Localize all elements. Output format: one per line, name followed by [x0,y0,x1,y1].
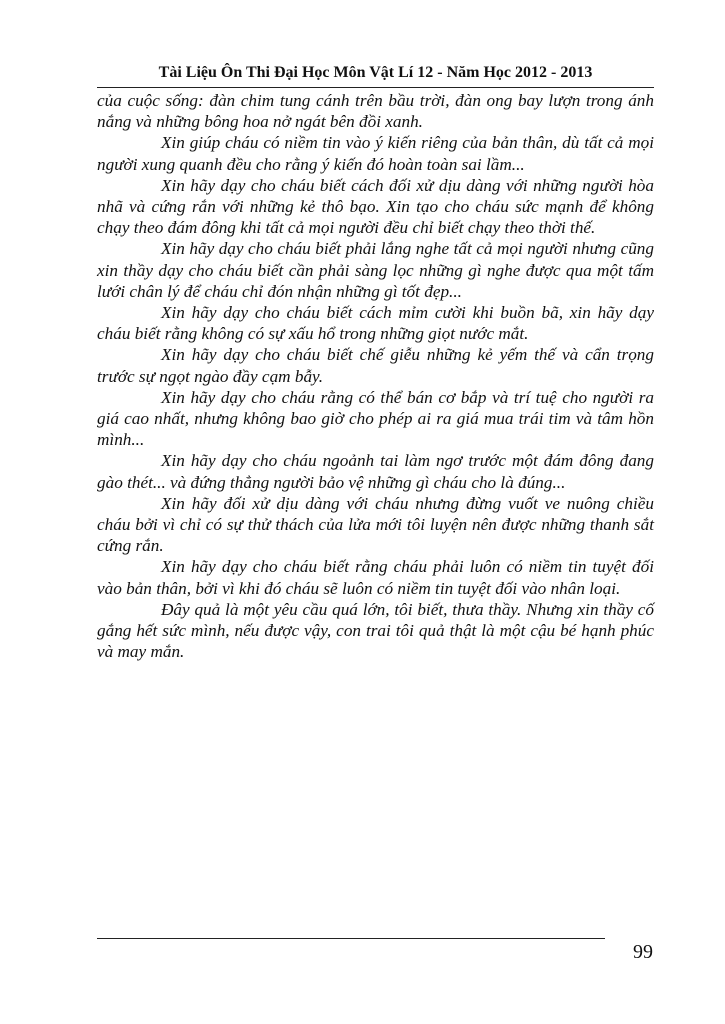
paragraph-1: của cuộc sống: đàn chim tung cánh trên bầu trời, đàn ong bay lượn trong ánh nắng và những bông hoa nở ngát bên đồi xanh. [97,91,654,132]
header-divider [97,87,654,88]
paragraph-8: Xin hãy dạy cho cháu ngoảnh tai làm ngơ trước một đám đông đang gào thét... và đứng thẳng người bảo vệ những gì cháu cho là đúng... [97,451,654,492]
page-header: Tài Liệu Ôn Thi Đại Học Môn Vật Lí 12 - Năm Học 2012 - 2013 [158,64,593,81]
paragraph-2: Xin giúp cháu có niềm tin vào ý kiến riêng của bản thân, dù tất cả mọi người xung quanh đều cho rằng ý kiến đó hoàn toàn sai lầm... [97,133,654,174]
paragraph-11: Đây quả là một yêu cầu quá lớn, tôi biết, thưa thầy. Nhưng xin thầy cố gắng hết sức mình, nếu được vậy, con trai tôi quả thật là một cậu bé hạnh phúc và may mắn. [97,599,654,662]
paragraph-7: Xin hãy dạy cho cháu rằng có thể bán cơ bắp và trí tuệ cho người ra giá cao nhất, nhưng không bao giờ cho phép ai ra giá mua trái tim và tâm hồn mình... [97,387,654,450]
paragraph-3: Xin hãy dạy cho cháu biết cách đối xử dịu dàng với những người hòa nhã và cứng rắn với những kẻ thô bạo. Xin tạo cho cháu sức mạnh để không chạy theo đám đông khi tất cả mọi người đều chỉ biết chạy theo thời thế. [97,175,654,238]
paragraph-4: Xin hãy dạy cho cháu biết phải lắng nghe tất cả mọi người nhưng cũng xin thầy dạy cho cháu biết cần phải sàng lọc những gì nghe được qua một tấm lưới chân lý để cháu chỉ đón nhận những gì tốt đẹp... [97,239,654,301]
footer-divider [97,938,605,939]
page-number: 99 [633,941,653,963]
paragraph-10: Xin hãy dạy cho cháu biết rằng cháu phải luôn có niềm tin tuyệt đối vào bản thân, bởi vì khi đó cháu sẽ luôn có niềm tin tuyệt đối vào nhân loại. [97,557,654,598]
paragraph-9: Xin hãy đối xử dịu dàng với cháu nhưng đừng vuốt ve nuông chiều cháu bởi vì chỉ có sự thử thách của lửa mới tôi luyện nên được những thanh sắt cứng rắn. [97,493,654,556]
paragraph-6: Xin hãy dạy cho cháu biết chế giễu những kẻ yếm thế và cẩn trọng trước sự ngọt ngào đầy cạm bẫy. [97,345,654,386]
paragraph-5: Xin hãy dạy cho cháu biết cách mỉm cười khi buồn bã, xin hãy dạy cháu biết rằng không có sự xấu hổ trong những giọt nước mắt. [97,303,654,344]
document-body [97,90,654,662]
